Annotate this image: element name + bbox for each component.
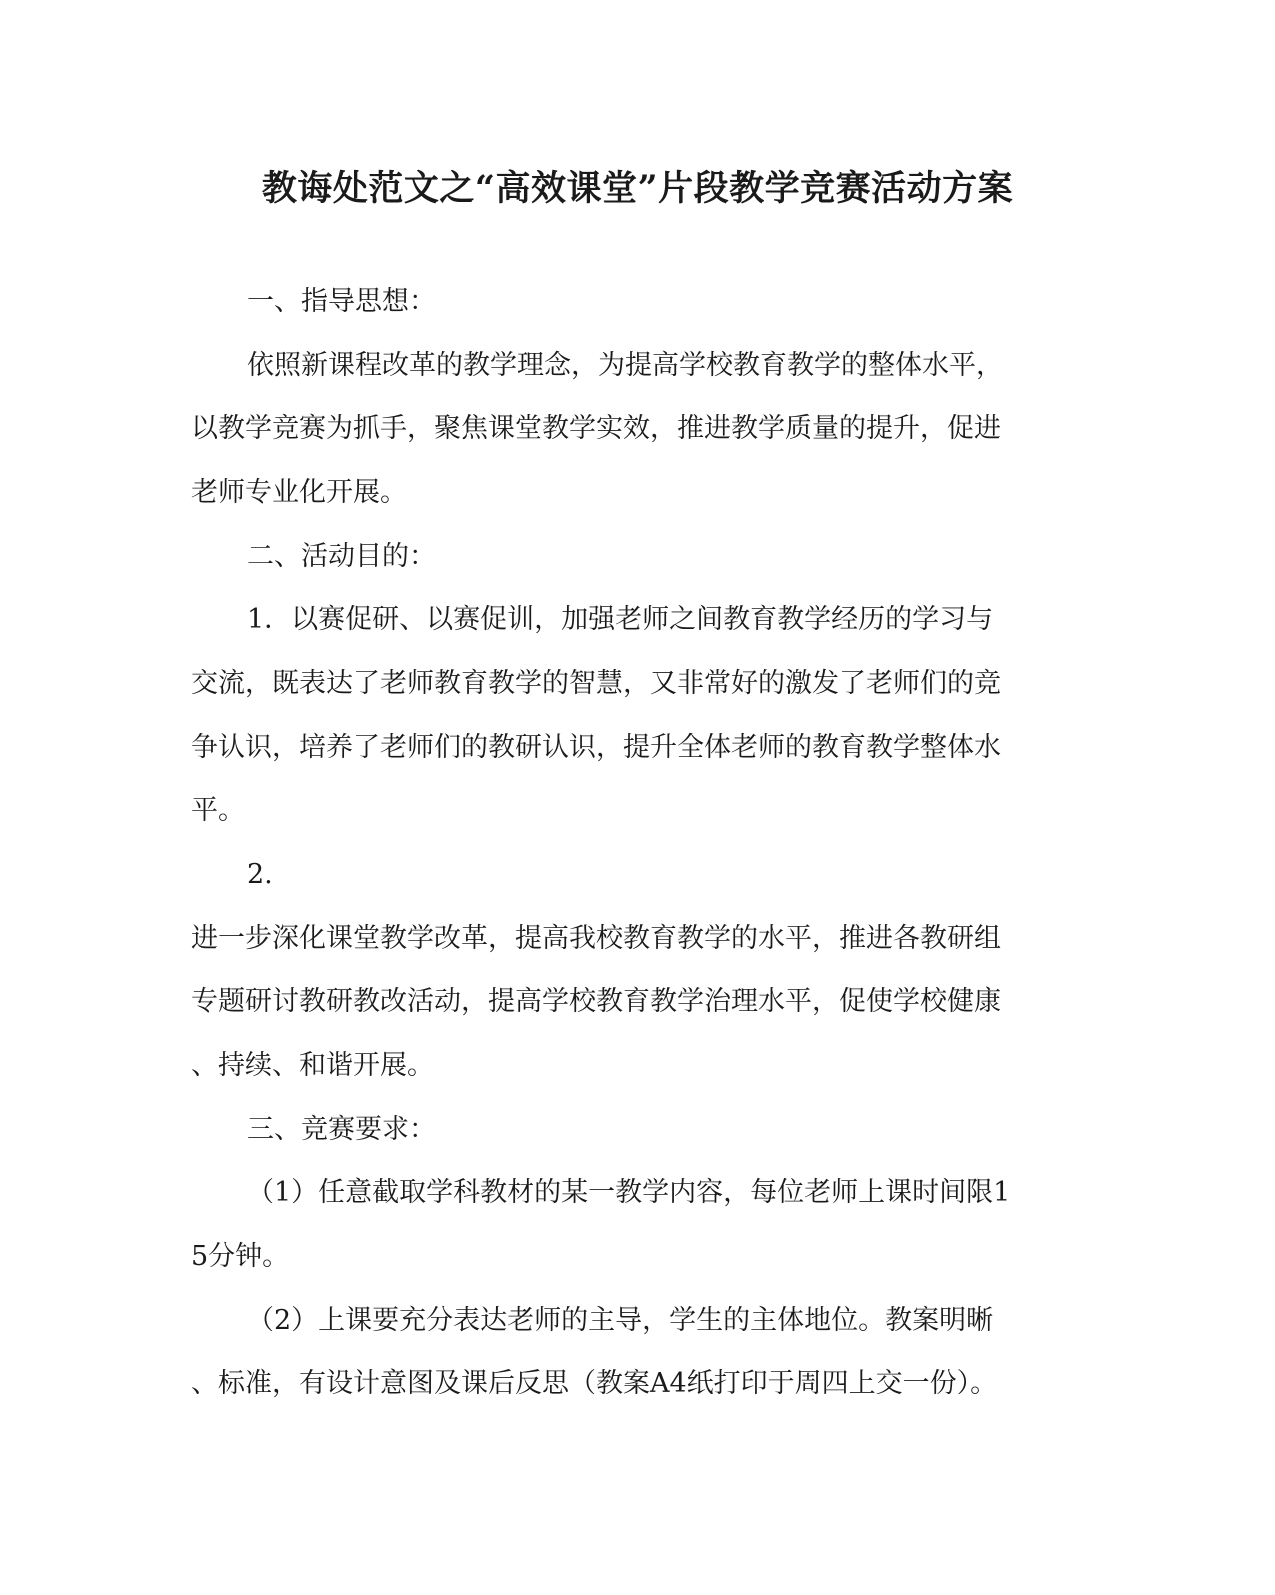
section-heading-activity-purpose: 二、活动目的： — [247, 541, 436, 572]
paragraph-line: （1）任意截取学科教材的某一教学内容，每位老师上课时间限1 — [247, 1177, 1011, 1208]
paragraph-line: 争认识，培养了老师们的教研认识，提升全体老师的教育教学整体水 — [191, 732, 1001, 763]
list-number: 2. — [247, 859, 273, 890]
section-heading-guiding-thought: 一、指导思想： — [247, 286, 436, 317]
paragraph-line: 5分钟。 — [191, 1241, 290, 1272]
paragraph-line: 专题研讨教研教改活动，提高学校教育教学治理水平，促使学校健康 — [191, 986, 1001, 1017]
section-heading-competition-requirements: 三、竞赛要求： — [247, 1114, 436, 1145]
document-title: 教诲处范文之“高效课堂”片段教学竞赛活动方案 — [261, 168, 1014, 209]
paragraph-line: 依照新课程改革的教学理念，为提高学校教育教学的整体水平， — [247, 350, 1003, 381]
paragraph-line: 交流，既表达了老师教育教学的智慧，又非常好的激发了老师们的竞 — [191, 668, 1001, 699]
paragraph-line: （2）上课要充分表达老师的主导，学生的主体地位。教案明晰 — [247, 1305, 994, 1336]
paragraph-line: 、持续、和谐开展。 — [191, 1050, 434, 1081]
paragraph-line: 进一步深化课堂教学改革，提高我校教育教学的水平，推进各教研组 — [191, 923, 1001, 954]
paragraph-line: 老师专业化开展。 — [191, 477, 407, 508]
paragraph-line: 以教学竞赛为抓手，聚焦课堂教学实效，推进教学质量的提升，促进 — [191, 413, 1001, 444]
paragraph-line: 、标准，有设计意图及课后反思（教案A4纸打印于周四上交一份）。 — [191, 1368, 998, 1399]
paragraph-line: 平。 — [191, 795, 245, 826]
paragraph-line: 1．以赛促研、以赛促训，加强老师之间教育教学经历的学习与 — [247, 604, 994, 635]
